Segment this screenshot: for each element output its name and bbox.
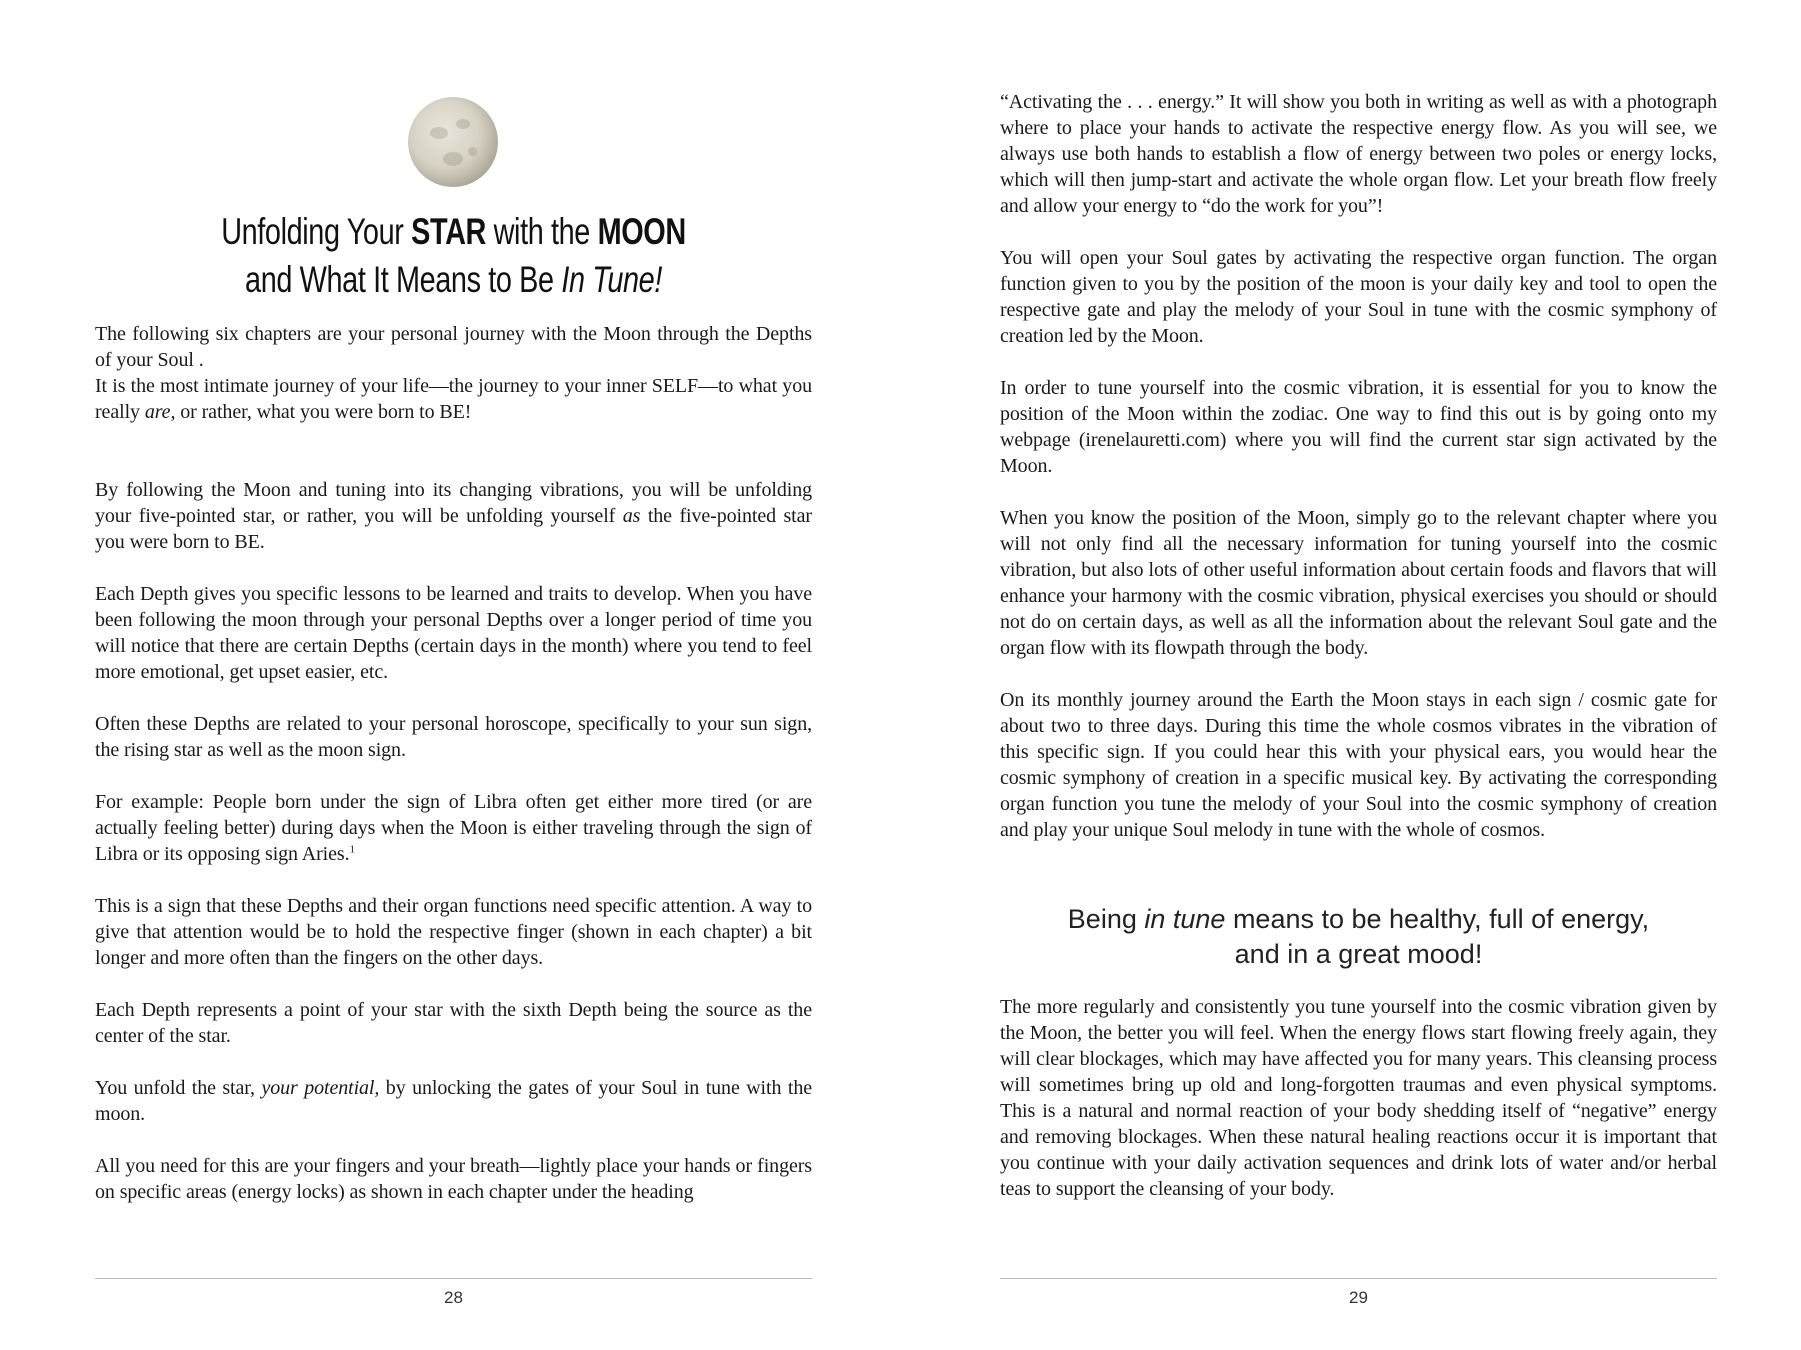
paragraph-5: Often these Depths are related to your personal horoscope, specifically to your sun sign, the rising star as well as the moon sign. bbox=[95, 713, 812, 761]
paragraph-7: This is a sign that these Depths and their organ functions need specific attention. A way to give that attention would be to hold the respective finger (shown in each chapter) a bit longer and more often than the fingers on the other days. bbox=[95, 895, 812, 969]
page-number: 28 bbox=[444, 1288, 463, 1307]
page-number: 29 bbox=[1349, 1288, 1368, 1307]
paragraph-3: By following the Moon and tuning into its changing vibrations, you will be unfolding your five-pointed star, or rather, you will be unfolding yourself as the five-pointed star you were born to BE. bbox=[95, 479, 812, 553]
pull-quote-line-2: and in a great mood! bbox=[1234, 939, 1483, 969]
paragraph-3: In order to tune yourself into the cosmic vibration, it is essential for you to know the position of the Moon within the zodiac. One way to find this out is by going onto my webpage (irenelauretti.com) where you will find the current star sign activated by the Moon. bbox=[1000, 377, 1717, 477]
footnote-marker: 1 bbox=[349, 843, 355, 856]
title-line-2: and What It Means to Be In Tune! bbox=[245, 259, 662, 300]
footer-rule bbox=[1000, 1278, 1717, 1279]
paragraph-6: For example: People born under the sign of Libra often get either more tired (or are actually feeling better) during days when the Moon is either traveling through the sign of Libra or its opposing sign Aries.$^1$ bbox=[95, 791, 812, 865]
pull-quote-line-1: Being in tune means to be healthy, full of energy, bbox=[1067, 904, 1650, 934]
paragraph-9: You unfold the star, your potential, by unlocking the gates of your Soul in tune with the moon. bbox=[95, 1077, 812, 1125]
paragraph-10: All you need for this are your fingers and your breath—lightly place your hands or fingers on specific areas (energy locks) as shown in each chapter under the heading bbox=[95, 1155, 812, 1203]
footer-rule bbox=[95, 1278, 812, 1279]
paragraph-1: “Activating the . . . energy.” It will show you both in writing as well as with a photograph where to place your hands to activate the respective energy flow. As you will see, we always use both hands to establish a flow of energy between two poles or energy locks, which will then jump-start and activate the whole organ flow. Let your breath flow freely and allow your energy to “do the work for you”! bbox=[1000, 91, 1717, 217]
pull-quote bbox=[1000, 902, 1717, 972]
moon-image bbox=[408, 97, 498, 187]
left-page bbox=[95, 0, 812, 1350]
paragraph-4: Each Depth gives you specific lessons to be learned and traits to develop. When you have been following the moon through your personal Depths over a longer period of time you will notice that there are certain Depths (certain days in the month) where you tend to feel more emotional, get upset easier, etc. bbox=[95, 583, 812, 683]
paragraph-6: The more regularly and consistently you tune yourself into the cosmic vibration given by the Moon, the better you will feel. When the energy flows start flowing freely again, they will clear blockages, which may have affected you for many years. This cleansing process will sometimes bring up old and long-forgotten traumas and even physical symptoms. This is a natural and normal reaction of your body shedding itself of “negative” energy and removing blockages. When these natural healing reactions occur it is important that you continue with your daily activation sequences and drink lots of water and/or herbal teas to support the cleansing of your body. bbox=[1000, 996, 1717, 1200]
paragraph-1: The following six chapters are your personal journey with the Moon through the Depths of your Soul . bbox=[95, 323, 812, 371]
chapter-title bbox=[174, 208, 733, 304]
title-line-1: Unfolding Your STAR with the MOON bbox=[221, 211, 686, 252]
paragraph-5: On its monthly journey around the Earth the Moon stays in each sign / cosmic gate for about two to three days. During this time the whole cosmos vibrates in the vibration of this specific sign. If you could hear this with your physical ears, you would hear the cosmic symphony of creation in a specific musical key. By activating the corresponding organ function you tune the melody of your Soul into the cosmic symphony of creation and play your unique Soul melody in tune with the whole of cosmos. bbox=[1000, 689, 1717, 841]
right-page bbox=[1000, 0, 1717, 1350]
paragraph-2: You will open your Soul gates by activating the respective organ function. The organ function given to you by the position of the moon is your daily key and tool to open the respective gate and play the melody of your Soul in tune with the cosmic symphony of creation led by the Moon. bbox=[1000, 247, 1717, 347]
paragraph-8: Each Depth represents a point of your star with the sixth Depth being the source as the center of the star. bbox=[95, 999, 812, 1047]
paragraph-2: It is the most intimate journey of your life—the journey to your inner SELF—to what you really are, or rather, what you were born to BE! bbox=[95, 375, 812, 423]
paragraph-4: When you know the position of the Moon, simply go to the relevant chapter where you will not only find all the necessary information for tuning yourself into the cosmic vibration, but also lots of other useful information about certain foods and flavors that will enhance your harmony with the cosmic vibration, physical exercises you should or should not do on certain days, as well as all the information about the relevant Soul gate and the organ flow with its flowpath through the body. bbox=[1000, 507, 1717, 659]
